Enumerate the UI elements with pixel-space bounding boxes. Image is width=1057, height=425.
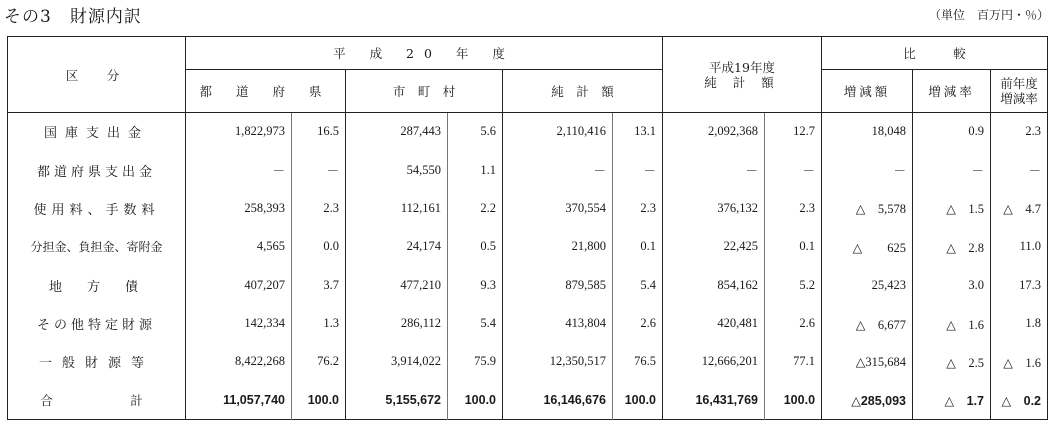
prev-rate: 11.0 — [991, 228, 1048, 266]
h19-amount: 2,092,368 — [663, 113, 765, 151]
header-prev-line1: 前年度 — [1000, 76, 1038, 91]
header-h19 — [663, 37, 822, 113]
muni-pct: 100.0 — [448, 381, 503, 419]
pref-amount: 11,057,740 — [186, 381, 292, 419]
muni-pct: 1.1 — [448, 151, 503, 189]
h19-pct: 5.2 — [765, 266, 822, 304]
header-todofuken: 都 道 府 県 — [186, 70, 346, 113]
muni-amount: 24,174 — [346, 228, 448, 266]
h19-pct: 2.3 — [765, 189, 822, 227]
muni-amount: 112,161 — [346, 189, 448, 227]
diff-rate: △ 2.5 — [913, 343, 991, 381]
pref-pct: 16.5 — [292, 113, 346, 151]
pref-pct: 1.3 — [292, 304, 346, 342]
pref-amount: － — [186, 151, 292, 189]
prev-rate: △ 0.2 — [991, 381, 1048, 419]
diff-rate: △ 1.7 — [913, 381, 991, 419]
net-amount: － — [503, 151, 613, 189]
header-junkei: 純 計 額 — [503, 70, 663, 113]
net-pct: 0.1 — [613, 228, 663, 266]
header-h19-line1: 平成19年度 — [709, 59, 775, 75]
diff-rate: － — [913, 151, 991, 189]
h19-amount: 16,431,769 — [663, 381, 765, 419]
net-amount: 16,146,676 — [503, 381, 613, 419]
header-shichoson: 市 町 村 — [346, 70, 503, 113]
table-row — [8, 304, 1048, 342]
table-row — [8, 228, 1048, 266]
h19-pct: 77.1 — [765, 343, 822, 381]
h19-pct: 0.1 — [765, 228, 822, 266]
diff-amount: △285,093 — [822, 381, 913, 419]
prev-rate: 2.3 — [991, 113, 1048, 151]
h19-pct: 12.7 — [765, 113, 822, 151]
muni-amount: 477,210 — [346, 266, 448, 304]
pref-pct: 76.2 — [292, 343, 346, 381]
h19-amount: 12,666,201 — [663, 343, 765, 381]
row-label: 地 方 債 — [8, 266, 186, 304]
diff-amount: － — [822, 151, 913, 189]
row-label: その他特定財源 — [8, 304, 186, 342]
prev-rate: 1.8 — [991, 304, 1048, 342]
header-hikaku: 比 較 — [822, 37, 1048, 70]
pref-amount: 142,334 — [186, 304, 292, 342]
table-row — [8, 189, 1048, 227]
net-amount: 21,800 — [503, 228, 613, 266]
pref-pct: 2.3 — [292, 189, 346, 227]
prev-rate: － — [991, 151, 1048, 189]
net-pct: 100.0 — [613, 381, 663, 419]
diff-rate: 0.9 — [913, 113, 991, 151]
header-prev-line2: 増減率 — [1000, 91, 1038, 106]
h19-amount: 376,132 — [663, 189, 765, 227]
row-label: 都道府県支出金 — [8, 151, 186, 189]
muni-pct: 9.3 — [448, 266, 503, 304]
h19-pct: 2.6 — [765, 304, 822, 342]
net-amount: 413,804 — [503, 304, 613, 342]
h19-amount: － — [663, 151, 765, 189]
net-amount: 12,350,517 — [503, 343, 613, 381]
h19-pct: － — [765, 151, 822, 189]
table-row — [8, 151, 1048, 189]
pref-pct: 0.0 — [292, 228, 346, 266]
muni-amount: 54,550 — [346, 151, 448, 189]
header-kubun: 区 分 — [8, 37, 186, 113]
h19-amount: 22,425 — [663, 228, 765, 266]
h19-pct: 100.0 — [765, 381, 822, 419]
muni-amount: 5,155,672 — [346, 381, 448, 419]
row-label: 国庫支出金 — [8, 113, 186, 151]
row-label: 分担金、負担金、寄附金 — [8, 228, 186, 266]
pref-pct: 100.0 — [292, 381, 346, 419]
h19-amount: 854,162 — [663, 266, 765, 304]
prev-rate: 17.3 — [991, 266, 1048, 304]
net-pct: 2.6 — [613, 304, 663, 342]
net-pct: 5.4 — [613, 266, 663, 304]
muni-pct: 5.6 — [448, 113, 503, 151]
header-h20: 平 成 20 年 度 — [186, 37, 663, 70]
pref-pct: 3.7 — [292, 266, 346, 304]
funding-breakdown-table — [7, 36, 1048, 420]
diff-rate: △ 1.5 — [913, 189, 991, 227]
pref-pct: － — [292, 151, 346, 189]
muni-pct: 2.2 — [448, 189, 503, 227]
diff-amount: 25,423 — [822, 266, 913, 304]
muni-pct: 0.5 — [448, 228, 503, 266]
table-row — [8, 113, 1048, 151]
net-pct: 2.3 — [613, 189, 663, 227]
diff-rate: △ 2.8 — [913, 228, 991, 266]
row-label: 使用料、手数料 — [8, 189, 186, 227]
net-pct: － — [613, 151, 663, 189]
diff-amount: △315,684 — [822, 343, 913, 381]
pref-amount: 8,422,268 — [186, 343, 292, 381]
row-label: 一般財源等 — [8, 343, 186, 381]
table-row — [8, 343, 1048, 381]
header-zogen: 増減額 — [822, 70, 913, 113]
diff-rate: 3.0 — [913, 266, 991, 304]
diff-amount: △ 625 — [822, 228, 913, 266]
prev-rate: △ 1.6 — [991, 343, 1048, 381]
pref-amount: 4,565 — [186, 228, 292, 266]
net-amount: 370,554 — [503, 189, 613, 227]
total-row — [8, 381, 1048, 419]
muni-amount: 286,112 — [346, 304, 448, 342]
net-amount: 2,110,416 — [503, 113, 613, 151]
diff-amount: 18,048 — [822, 113, 913, 151]
h19-amount: 420,481 — [663, 304, 765, 342]
diff-amount: △ 6,677 — [822, 304, 913, 342]
row-label: 合 計 — [8, 381, 186, 419]
diff-amount: △ 5,578 — [822, 189, 913, 227]
net-amount: 879,585 — [503, 266, 613, 304]
net-pct: 13.1 — [613, 113, 663, 151]
diff-rate: △ 1.6 — [913, 304, 991, 342]
net-pct: 76.5 — [613, 343, 663, 381]
muni-pct: 75.9 — [448, 343, 503, 381]
pref-amount: 1,822,973 — [186, 113, 292, 151]
table-title: その3 財源内訳 — [4, 7, 142, 27]
muni-pct: 5.4 — [448, 304, 503, 342]
pref-amount: 407,207 — [186, 266, 292, 304]
unit-note: （単位 百万円・％） — [928, 8, 1049, 22]
header-zogenritsu: 増減率 — [913, 70, 991, 113]
table-row — [8, 266, 1048, 304]
pref-amount: 258,393 — [186, 189, 292, 227]
header-h19-line2: 純 計 額 — [704, 74, 780, 90]
header-prev-rate — [991, 70, 1048, 113]
muni-amount: 3,914,022 — [346, 343, 448, 381]
prev-rate: △ 4.7 — [991, 189, 1048, 227]
muni-amount: 287,443 — [346, 113, 448, 151]
